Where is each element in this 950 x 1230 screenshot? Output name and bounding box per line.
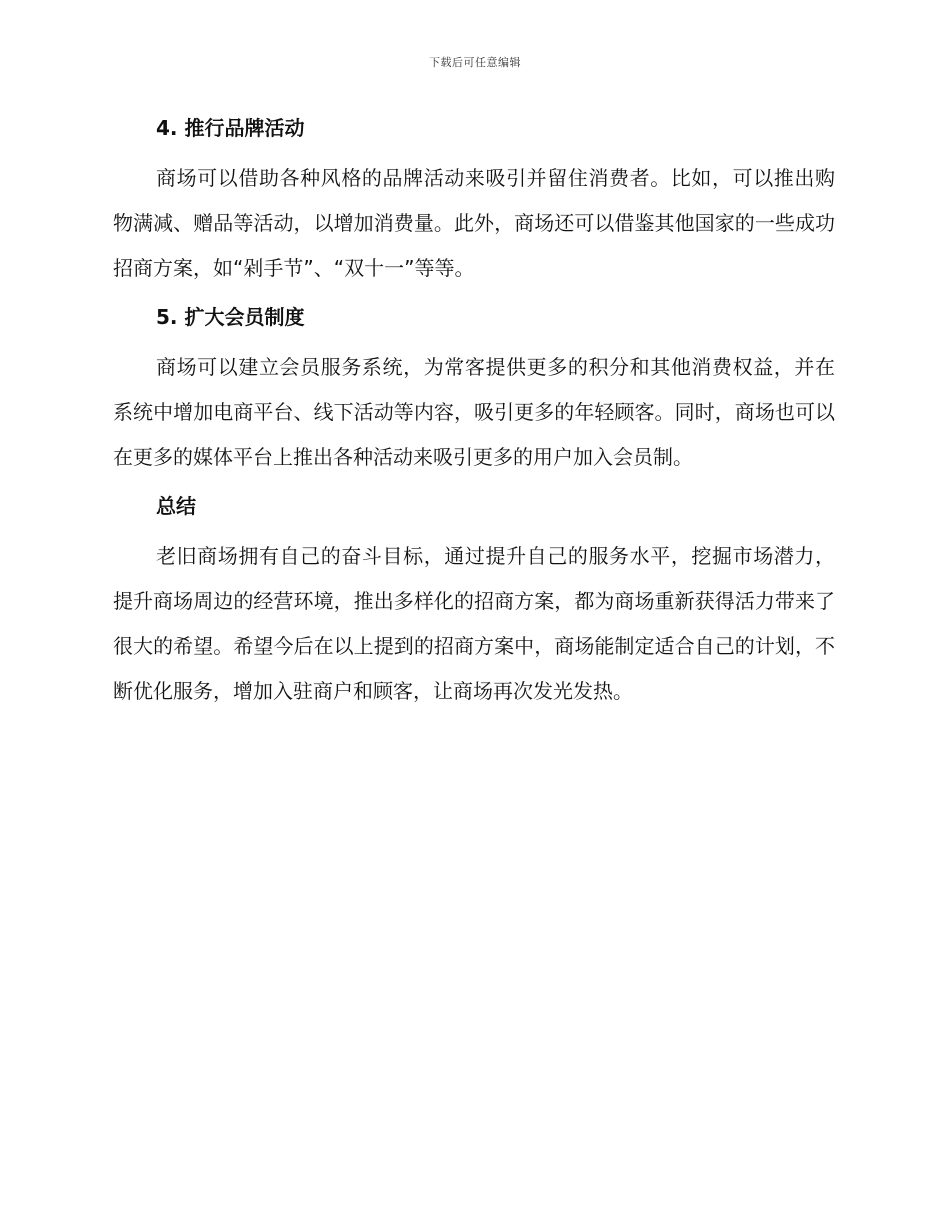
document-body	[113, 110, 835, 722]
section-heading: 总结	[156, 494, 196, 518]
section-paragraph: 商场可以建立会员服务系统，为常客提供更多的积分和其他消费权益，并在系统中增加电商平台、线下活动等内容，吸引更多的年轻顾客。同时，商场也可以在更多的媒体平台上推出各种活动来吸引更多的用户加入会员制。	[113, 355, 835, 469]
section-membership	[113, 299, 835, 480]
page-header: 下载后可任意编辑	[429, 56, 521, 69]
section-paragraph: 老旧商场拥有自己的奋斗目标，通过提升自己的服务水平，挖掘市场潜力，提升商场周边的经营环境，推出多样化的招商方案，都为商场重新获得活力带来了很大的希望。希望今后在以上提到的招商方案中，商场能制定适合自己的计划，不断优化服务，增加入驻商户和顾客，让商场再次发光发热。	[113, 544, 835, 703]
section-summary	[113, 488, 835, 714]
section-heading: 4. 推行品牌活动	[156, 116, 305, 140]
section-promotion	[113, 110, 835, 291]
section-heading: 5. 扩大会员制度	[156, 305, 305, 329]
section-paragraph: 商场可以借助各种风格的品牌活动来吸引并留住消费者。比如，可以推出购物满减、赠品等活动，以增加消费量。此外，商场还可以借鉴其他国家的一些成功招商方案，如“剁手节”、“双十一”等等。	[113, 166, 835, 280]
